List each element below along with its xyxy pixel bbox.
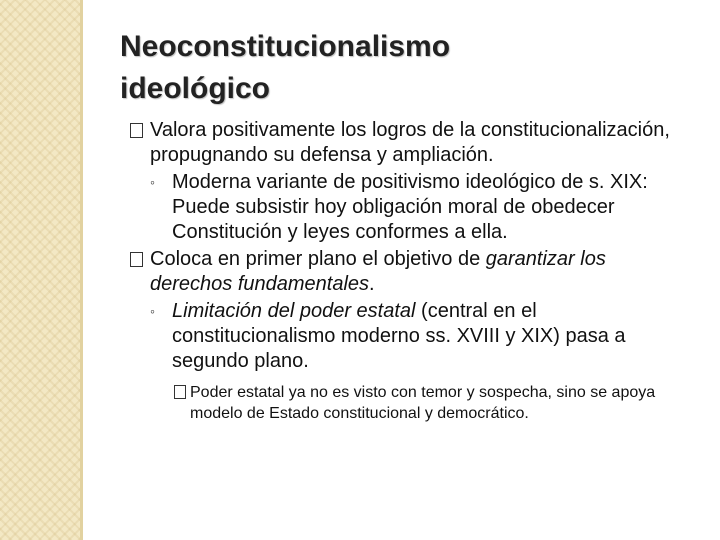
bullet-item-2-text bbox=[150, 248, 606, 295]
sub-sub-bullet-item-2-1-1-text: Poder estatal ya no es visto con temor y sospecha, sino se apoya modelo de Estado constitucional y democrático. bbox=[190, 384, 656, 422]
slide-title bbox=[120, 26, 680, 110]
bullet-item-1 bbox=[130, 118, 690, 168]
decorative-side-band bbox=[0, 0, 80, 540]
slide-title-line-1: Neoconstitucionalismo bbox=[120, 30, 451, 63]
small-circle-bullet-icon: ◦ bbox=[150, 174, 155, 190]
slide-body bbox=[130, 118, 690, 424]
bullet-item-2-text-italic: garantizar los derechos fundamentales bbox=[150, 248, 606, 295]
hollow-square-bullet-icon bbox=[130, 252, 143, 267]
sub-bullet-item-1-1 bbox=[130, 170, 690, 245]
sub-bullet-item-2-1-text-italic: Limitación del poder estatal bbox=[172, 300, 416, 322]
sub-bullet-item-2-1 bbox=[130, 299, 690, 374]
bullet-item-2-text-start: Coloca en primer plano el objetivo de bbox=[150, 248, 486, 270]
sub-bullet-item-2-1-text bbox=[172, 300, 626, 372]
bullet-item-2-text-end: . bbox=[369, 273, 375, 295]
side-divider bbox=[80, 0, 83, 540]
small-circle-bullet-icon: ◦ bbox=[150, 303, 155, 319]
hollow-square-bullet-icon bbox=[130, 123, 143, 138]
sub-bullet-item-2-1-text-end: (central en el constitucionalismo moderno ss. XVIII y XIX) pasa a segundo plano. bbox=[172, 300, 626, 372]
sub-sub-bullet-item-2-1-1 bbox=[130, 382, 690, 424]
hollow-square-bullet-icon bbox=[174, 385, 186, 399]
sub-bullet-item-1-1-text: Moderna variante de positivismo ideológico de s. XIX: Puede subsistir hoy obligación moral de obedecer Constitución y leyes conformes a ella. bbox=[172, 171, 648, 243]
slide-title-line-2: ideológico bbox=[120, 72, 270, 105]
bullet-item-2 bbox=[130, 247, 690, 297]
bullet-item-1-text: Valora positivamente los logros de la constitucionalización, propugnando su defensa y ampliación. bbox=[150, 119, 670, 166]
